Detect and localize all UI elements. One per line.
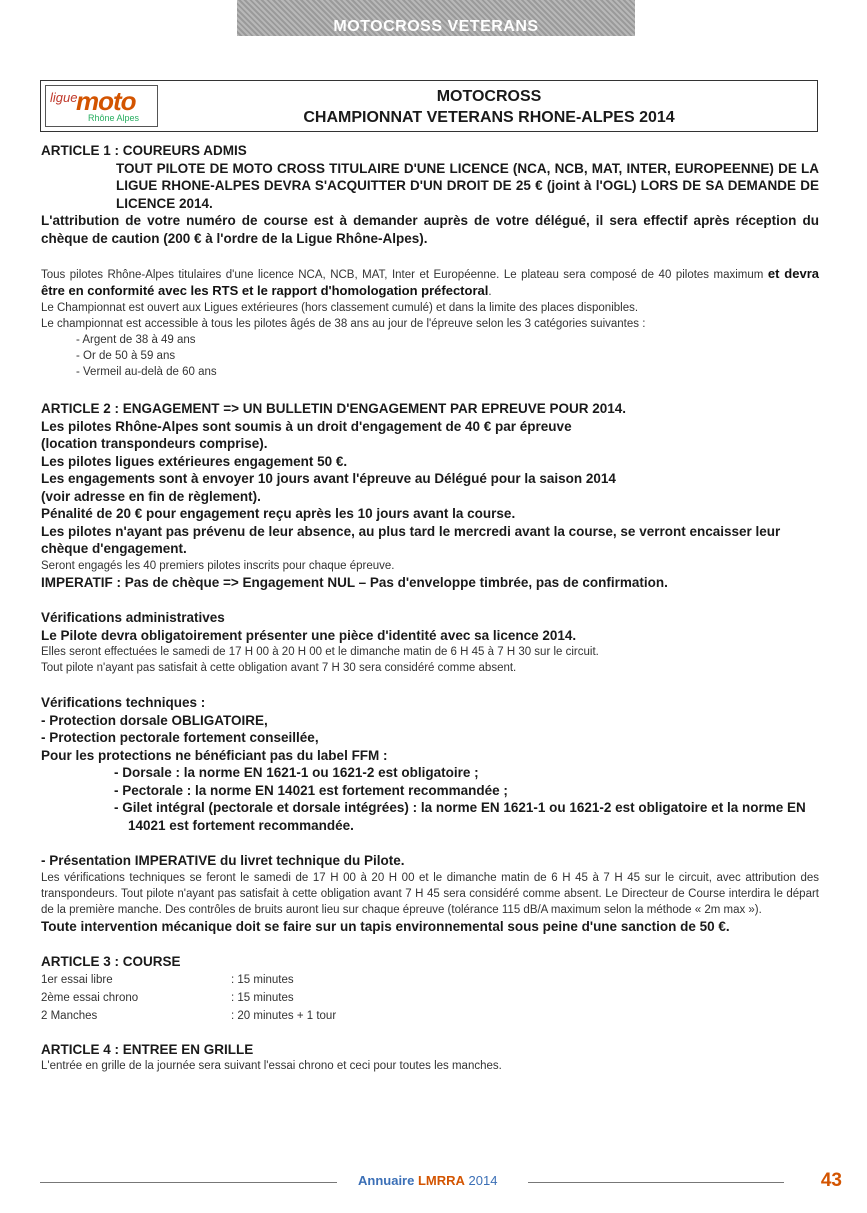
- article-2-line-5: (voir adresse en fin de règlement).: [41, 488, 261, 504]
- banner-title: MOTOCROSS VETERANS: [333, 18, 539, 35]
- title-line-2: CHAMPIONNAT VETERANS RHONE-ALPES 2014: [303, 109, 675, 126]
- verif-tech-gilet: - Gilet intégral (pectorale et dorsale intégrées) : la norme EN 1621-1 ou 1621-2 est obligatoire et la norme EN 14021 est fortement recommandée.: [114, 800, 806, 833]
- article-2-line-3: Les pilotes ligues extérieures engagement 50 €.: [41, 453, 348, 469]
- article-4-line-1: L'entrée en grille de la journée sera suivant l'essai chrono et ceci pour toutes les manches.: [41, 1060, 502, 1072]
- article-2-imperatif: IMPERATIF : Pas de chèque => Engagement NUL – Pas d'enveloppe timbrée, pas de confirmation.: [41, 574, 668, 590]
- section-banner: [237, 0, 635, 36]
- title-line-1: MOTOCROSS: [436, 88, 542, 105]
- category-vermeil: - Vermeil au-delà de 60 ans: [76, 366, 217, 378]
- verif-tech-livret: - Présentation IMPERATIVE du livret technique du Pilote.: [41, 853, 405, 868]
- course-session-label: 2 Manches: [41, 1009, 98, 1022]
- verif-admin-line-2: Elles seront effectuées le samedi de 17 H 00 à 20 H 00 et le dimanche matin de 6 H 45 à 7 H 30 sur le circuit.: [41, 646, 599, 658]
- article-2-first-40: Seront engagés les 40 premiers pilotes inscrits pour chaque épreuve.: [41, 559, 395, 572]
- page-number: 43: [820, 1170, 842, 1191]
- rules-content: [41, 142, 819, 1074]
- article-2-absence: Les pilotes n'ayant pas prévenu de leur absence, au plus tard le mercredi avant la course, se verront encaisser leur chèque d'engagement.: [41, 523, 781, 556]
- verif-admin-heading: Vérifications administratives: [41, 610, 225, 625]
- verif-tech-line-1: - Protection dorsale OBLIGATOIRE,: [41, 712, 268, 728]
- article-1-race-number: L'attribution de votre numéro de course est à demander auprès de votre délégué, il sera effectif après réception du chèque de caution (200 € à l'ordre de la Ligue Rhône-Alpes).: [41, 213, 819, 246]
- verif-tech-tapis: Toute intervention mécanique doit se faire sur un tapis environnemental sous peine d'une sanction de 50 €.: [41, 918, 730, 934]
- verif-tech-schedule: Les vérifications techniques se feront le samedi de 17 H 00 à 20 H 00 et le dimanche matin de 6 H 45 à 7 H 45 sur le circuit, avec attribution des transpondeurs. Tout pilote n'ayant pas satisfait à cette obligation avant 7 H 45 sera considéré comme absent. Le Directeur de Course interdira le départ de la première manche. Des contrôles de bruits auront lieu sur chaque épreuve (tolérance 115 dB/A maximum selon la méthode « 2m max »).: [41, 871, 819, 916]
- logo-word-moto: moto: [76, 86, 136, 116]
- page-title: [161, 86, 817, 128]
- article-2-line-1: Les pilotes Rhône-Alpes sont soumis à un droit d'engagement de 40 € par épreuve: [41, 418, 572, 434]
- verif-tech-line-2: - Protection pectorale fortement conseillée,: [41, 730, 319, 745]
- category-or: - Or de 50 à 59 ans: [76, 350, 176, 362]
- footer-publication: [358, 1173, 497, 1188]
- footer-annuaire: Annuaire: [358, 1173, 418, 1188]
- course-session-duration: : 15 minutes: [231, 991, 294, 1004]
- course-row: [41, 971, 819, 989]
- article-1-heading: ARTICLE 1 : COUREURS ADMIS: [41, 143, 247, 158]
- article-2-line-2: (location transpondeurs comprise).: [41, 436, 268, 451]
- verif-tech-line-3: Pour les protections ne bénéficiant pas du label FFM :: [41, 747, 388, 763]
- logo-word-ligue: ligue: [50, 90, 78, 105]
- course-session-duration: : 15 minutes: [231, 973, 294, 986]
- course-session-label: 1er essai libre: [41, 973, 113, 986]
- verif-tech-heading: Vérifications techniques :: [41, 695, 206, 710]
- footer-lmrra: LMRRA: [417, 1173, 465, 1188]
- footer-year: 2014: [464, 1173, 498, 1188]
- ligue-moto-logo: [45, 85, 158, 127]
- course-table: [41, 971, 819, 1025]
- footer-rule-right: [528, 1182, 784, 1183]
- article-1-eligibility: [41, 266, 819, 300]
- footer-rule-left: [40, 1182, 337, 1183]
- page-footer: [40, 1170, 842, 1193]
- logo-word-region: Rhône Alpes: [88, 113, 140, 123]
- article-1-outside-leagues: Le Championnat est ouvert aux Ligues extérieures (hors classement cumulé) et dans la limite des places disponibles.: [41, 302, 639, 314]
- article-2-line-4: Les engagements sont à envoyer 10 jours avant l'épreuve au Délégué pour la saison 2014: [41, 471, 616, 486]
- eligibility-text: Tous pilotes Rhône-Alpes titulaires d'une licence NCA, NCB, MAT, Inter et Européenne. Le plateau sera composé de 40 pilotes maximum: [41, 269, 768, 281]
- article-3-heading: ARTICLE 3 : COURSE: [41, 954, 181, 969]
- category-argent: - Argent de 38 à 49 ans: [76, 334, 196, 346]
- course-session-duration: : 20 minutes + 1 tour: [231, 1009, 337, 1022]
- article-1-license-fee: TOUT PILOTE DE MOTO CROSS TITULAIRE D'UNE LICENCE (NCA, NCB, MAT, INTER, EUROPEENNE) DE LA LIGUE RHONE-ALPES DEVRA S'ACQUITTER D'UN DROIT DE 25 € (joint à l'OGL) LORS DE SA DEMANDE DE LICENCE 2014.: [116, 160, 819, 211]
- eligibility-bold-text: et devra être en conformité avec les RTS et le rapport d'homologation préfectoral: [41, 266, 819, 298]
- course-row: [41, 989, 819, 1007]
- eligibility-period: .: [488, 286, 492, 298]
- article-2-heading: ARTICLE 2 : ENGAGEMENT => UN BULLETIN D'ENGAGEMENT PAR EPREUVE POUR 2014.: [41, 401, 627, 416]
- article-1-age: Le championnat est accessible à tous les pilotes âgés de 38 ans au jour de l'épreuve selon les 3 catégories suivantes :: [41, 318, 646, 330]
- header-box: [40, 80, 818, 132]
- course-session-label: 2ème essai chrono: [41, 991, 139, 1004]
- verif-admin-line-1: Le Pilote devra obligatoirement présenter une pièce d'identité avec sa licence 2014.: [41, 627, 577, 643]
- course-row: [41, 1007, 819, 1025]
- verif-tech-pectorale: - Pectorale : la norme EN 14021 est fortement recommandée ;: [114, 782, 508, 798]
- article-4-heading: ARTICLE 4 : ENTREE EN GRILLE: [41, 1041, 254, 1057]
- verif-admin-line-3: Tout pilote n'ayant pas satisfait à cette obligation avant 7 H 30 sera considéré comme absent.: [41, 662, 517, 674]
- article-2-penalty: Pénalité de 20 € pour engagement reçu après les 10 jours avant la course.: [41, 506, 516, 521]
- verif-tech-dorsale: - Dorsale : la norme EN 1621-1 ou 1621-2 est obligatoire ;: [114, 765, 479, 780]
